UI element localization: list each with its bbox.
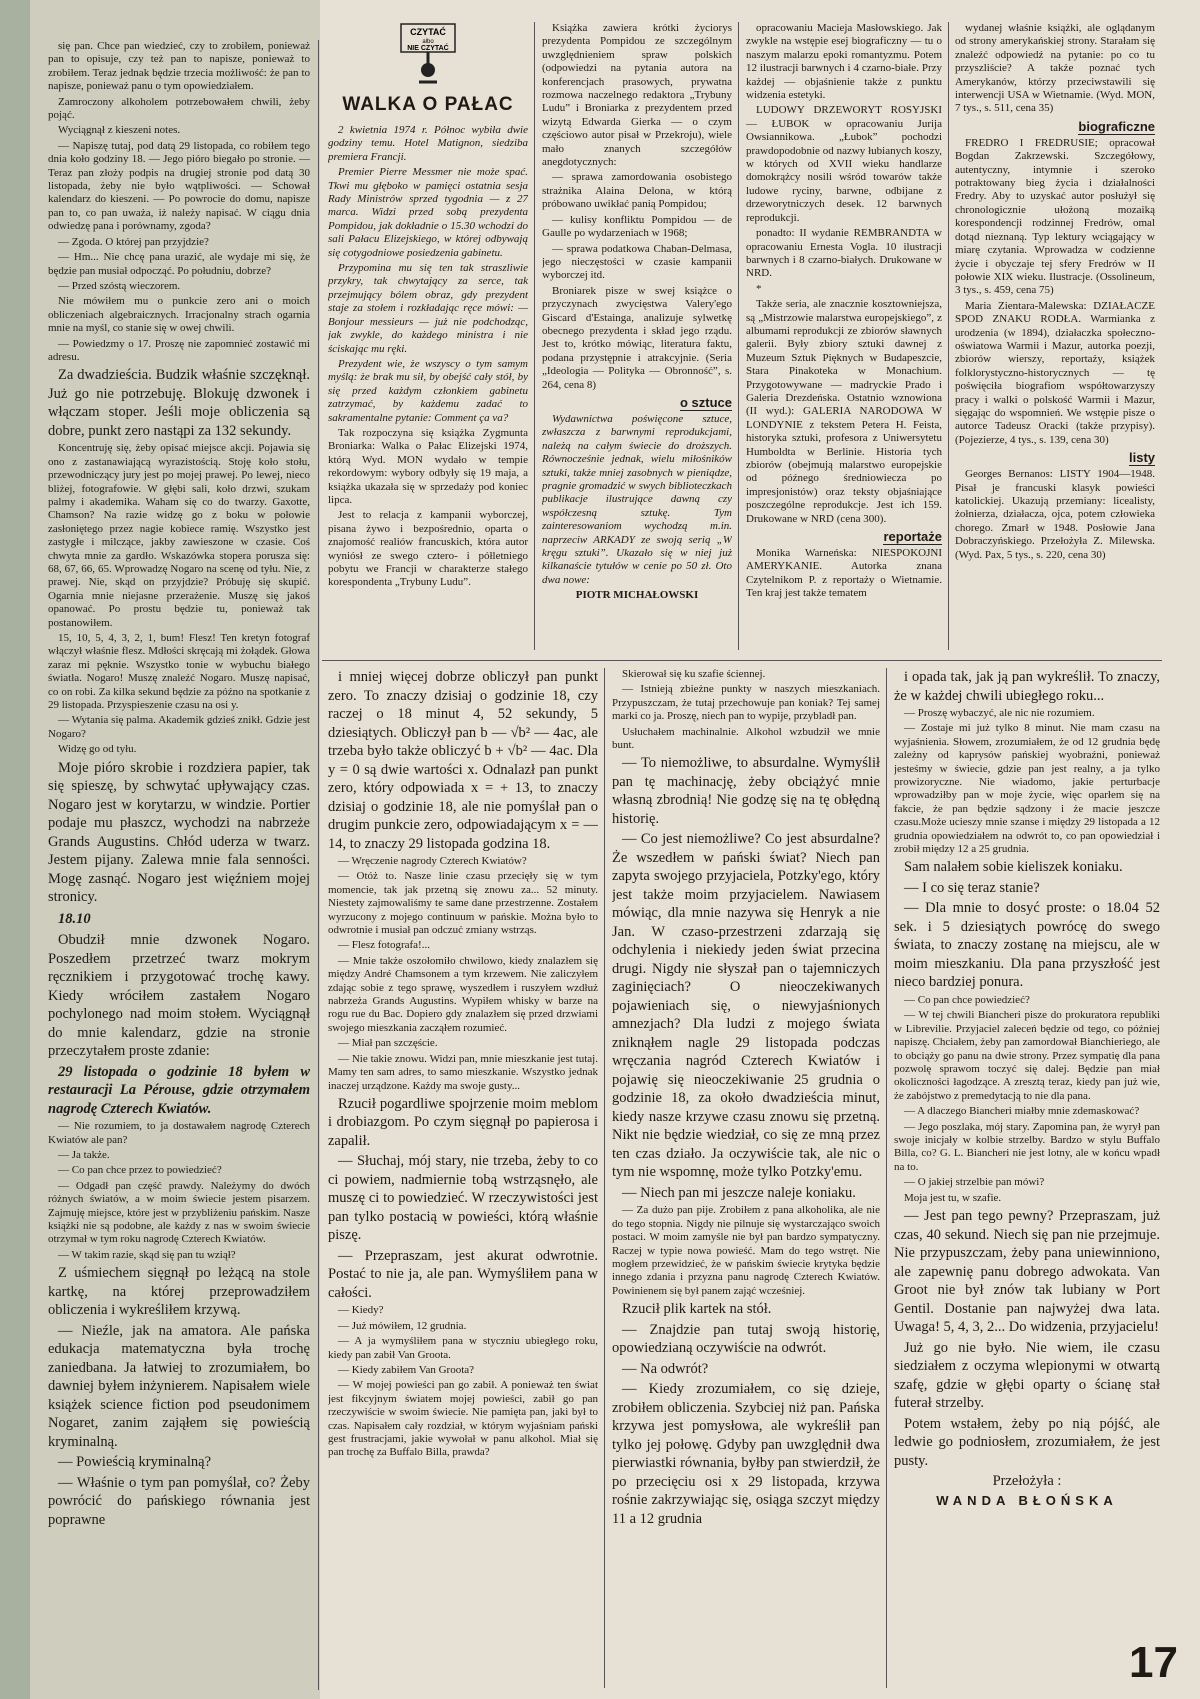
column-divider [948,22,949,650]
review-paragraph: Broniarek pisze w swej książce o przyczynach zwycięstwa Valery'ego Giscard d'Estainga, analizuje sylwetkę obecnego prezydenta i skład jego rządu. Jest to, krótko mówiąc, literatura faktu, podana przystępnie i atrakcyjnie. (Seria „Ideologia — Polityka — Obronność”, s. 264, cena 8) [542,284,732,391]
dialogue-line: Moja jest tu, w szafie. [904,1191,1002,1204]
section-divider [322,660,1162,661]
dialogue-line: — Flesz fotografa!... [338,939,430,952]
review-paragraph: ponadto: II wydanie REMBRANDTA w opracowaniu Ernesta Vogla. 10 ilustracji barwnych i 8 czarno-białych. Drukowane w NRD. [746,227,942,280]
story-column-2 [328,668,598,1688]
story-paragraph: Moje pióro skrobie i rozdziera papier, tak się spieszę, by schwytać upływający czas. Nogaro jest w korytarzu, w windzie. Portier podaje mu płaszcz, wychodzi na nabrzeże Grands Augustins. Chłód uderza w twarz. Jestem pijany. Zalewa mnie fala senności. Mogę zasnąć. Nogaro jest więźniem mojej stronicy. [48,759,310,906]
dialogue-line: Usłuchałem machinalnie. Alkohol wzbudził we mnie bunt. [612,725,880,752]
review-paragraph: Książka zawiera krótki życiorys prezydenta Pompidou ze szczególnym uwzględnieniem spraw polskich (odpowiedzi na pytania autora na konferencjach prasowych, prywatna rozmowa naczelnego redaktora „Trybuny Ludu” i Broniarka z prezydentem przed wizytą Edwarda Gierka — o czym częściowo autor pisał w Przekroju), wiele mało znanych szczegółów anegdotycznych: [542,22,732,169]
dialogue-line: — Co pan chce przez to powiedzieć? [58,1164,222,1177]
dialogue-line: — Ja także. [58,1149,110,1161]
story-paragraph: — Powiedzmy o 17. Proszę nie zapomnieć zostawić mi adresu. [48,337,310,363]
article-lead-paragraph: 2 kwietnia 1974 r. Północ wybiła dwie godziny temu. Hotel Matignon, siedziba premiera Francji. [328,124,528,163]
dialogue-line: — Odgadł pan część prawdy. Należymy do dwóch różnych światów, a w moim świecie jestem pisarzem. Zajmuję miejsce, które jest w przybliżeniu pańskim. Nasze książki nie są podobne, ale każdy z nas w swoim świecie otrzymał w tym roku nagrodę Czterech Kwiatów. [48,1179,310,1246]
story-paragraph: Zamroczony alkoholem potrzebowałem chwili, żeby pojąć. [48,95,310,122]
story-paragraph: — Znajdzie pan tutaj swoją historię, opowiedzianą oczywiście na odwrót. [612,1321,880,1357]
dialogue-line: — A dlaczego Biancheri miałby mnie zdemaskować? [904,1105,1140,1118]
story-paragraph: — Przed szóstą wieczorem. [58,279,181,292]
svg-text:NIE CZYTAĆ: NIE CZYTAĆ [407,45,449,52]
story-paragraph: — Wytania się palma. Akademik gdzieś znikł. Gdzie jest Nogaro? [48,714,310,740]
story-paragraph: — Właśnie o tym pan pomyślał, co? Żeby powrócić do pańskiego równania jest poprawne [48,1474,310,1528]
dialogue-line: — Nie rozumiem, to ja dostawałem nagrodę Czterech Kwiatów ale pan? [48,1120,310,1146]
section-label-reportage: reportaże [883,529,942,545]
story-paragraph: Widzę go od tyłu. [58,743,137,756]
review-paragraph: Maria Zientara-Malewska: DZIAŁACZE SPOD ZNAKU RODŁA. Warmianka z urodzenia (w 1894), działaczka społeczno-oświatowa Warmii i Mazur, autorka poezji, zbiorów wierszy, reportaży, książek folklorystyczno-historycznych — tę poświęciła biografiom współtowarzyszy pracy i walki o polskość Warmii i Mazur, sięgając do wspomnień. We wstępie pisze o autorce Tadeusz Oracki (także przypisy). (Pojezierze, 4 tys., s. 139, cena 30) [955,299,1155,446]
story-paragraph: Już go nie było. Nie wiem, ile czasu siedziałem z oczyma wlepionymi w otwartą szafę, gdzie w głębi oparty o ścianę stał futerał strzelby. [894,1339,1160,1412]
dialogue-line: — Już mówiłem, 12 grudnia. [338,1319,467,1332]
dialogue-line: — Wręczenie nagrody Czterech Kwiatów? [338,855,527,867]
story-paragraph: Sam nalałem sobie kieliszek koniaku. [904,859,1123,876]
story-paragraph: Obudził mnie dzwonek Nogaro. Poszedłem przetrzeć twarz mokrym ręcznikiem i przygotować trochę kawy. Kiedy wróciłem zastałem Nogaro pochylonego nad moim stołem. Wyciągnął do mnie kalendarz, gdzie na stronie przeczytałem proste zdanie: [48,932,310,1060]
column-divider [318,40,319,1690]
dialogue-line: — Istnieją zbieżne punkty w naszych mieszkaniach. Przypuszczam, że tutaj przechowuje pan koniak? Tej samej marki co ja. Proszę, niech pan to wypije, przybladł pan. [612,683,880,723]
svg-text:CZYTAĆ: CZYTAĆ [410,27,446,37]
story-paragraph: i opada tak, jak ją pan wykreślił. To znaczy, że w każdej chwili ubiegłego roku... [894,669,1160,704]
column-divider [604,668,605,1688]
story-paragraph: — Niech pan mi jeszcze naleje koniaku. [622,1184,856,1201]
story-paragraph: Rzucił pogardliwe spojrzenie moim meblom i drobiazgom. Po czym sięgnął po papierosa i zapalił. [328,1095,598,1149]
review-paragraph: FREDRO I FREDRUSIE; opracował Bogdan Zakrzewski. Szczegółowy, autentyczny, intymnie i szeroko potraktowany bieg życia i działalności Fredry. Aby to uzyskać autor posłużył się chronologicznie ułożoną mozaiką korespondencji rodzinnej Fredrów, omal dotąd nieznaną. Typ lektury wciągający w miarę czytania. Wprowadza w codzienne życie i obyczaje tej sfery Fredrów w II połowie XIX wieku. Ilustracje. (Ossolineum, 3 tys., s. 459, cena 75) [955,136,1155,297]
story-paragraph: — Napiszę tutaj, pod datą 29 listopada, co robiłem tego dnia koło godziny 18. — Jego pióro biegało po stronie. — Teraz pan złoży podpis na drugiej stronie pod datą 30 listopada, żeby nie było wątpliwości. — Schował kalendarz do kieszeni. — Po powrocie do domu, napisze pan to, co pan uważa, iż należy napisać. W ciągu dnia odwiedzę pana i porównamy, zgoda? [48,139,310,233]
story-paragraph: Potem wstałem, żeby po nią pójść, ale ledwie go podniosłem, zrozumiałem, że jest pusty. [894,1415,1160,1469]
review-column-3 [542,22,732,652]
review-paragraph: opracowaniu Macieja Masłowskiego. Jak zwykle na wstępie esej biograficzny — tu o naszym malarzu epoki romantyzmu. Potem 12 ilustracji barwnych i 4 czarno-białe. Przy każdej — objaśnienie także z punktu widzenia estetyki. [746,22,942,102]
story-paragraph: — Hm... Nie chcę pana urazić, ale wydaje mi się, że będzie pan musiał odpocząć. Po południu, dobrze? [48,251,310,277]
column-divider [738,22,739,650]
translator-label: Przełożyła : [992,1473,1062,1490]
story-paragraph: — Powieścią kryminalną? [58,1454,212,1471]
column-divider [534,22,535,650]
story-paragraph: 15, 10, 5, 4, 3, 2, 1, bum! Flesz! Ten kretyn fotograf włączył właśnie flesz. Mdłości skręcają mi żołądek. Głowa zaraz mi pęknie. Wszystko tonie w wybuchu białego światła. Nogaro! Muszę znaleźć Nogaro. Muszę napisać, co on robi. Za kilka sekund będzie za późno na spotkanie z 29 listopada. Przyspieszenie czasu na osi y. [48,632,310,712]
story-paragraph: i mniej więcej dobrze obliczył pan punkt zero. To znaczy dzisiaj o godzinie 18, czy raczej o 18 minut 4, 52 sekundy, 5 dziesiątych. Obliczył pan b — √b² — 4ac, ale trzeba było także obliczyć b + √b² — 4ac. Dla y = 0 są dwie wartości x. Odnalazł pan punkt zero, który odpowiada x = + 13, to znaczy dzisiaj o godzinie 18, ale nie pomyślał pan o drugim punkcie zero, odpowiadającym x = — 14, to znaczy 29 listopada godzina 18. [328,669,598,852]
dialogue-line: — Za dużo pan pije. Zrobiłem z pana alkoholika, ale nie do tego stopnia. Nigdy nie pilnuje się wystarczająco swoich postaci. W moim zamyśle nie był pan bardzo sympatyczny. Raczej w typie nowa powieść. Mam do tego wstręt. Nie mogłem przewidzieć, że w pańskim świecie krytyka będzie innego zdania i przyzna panu nagrodę Czterech Kwiatów. Powinienem się był panem zająć wcześniej. [612,1204,880,1297]
story-paragraph: — Nieźle, jak na amatora. Ale pańska edukacja matematyczna była trochę zaniedbana. Ja łatwiej to zrozumiałem, bo dawniej byłem inżynierem. Napisałem wiele książek science fiction pod pseudonimem Nogaret, zanim zająłem się powieścią kryminalną. [48,1322,310,1450]
review-column-4 [746,22,942,652]
left-margin-strip [0,0,30,1699]
story-paragraph: Nie mówiłem mu o punkcie zero ani o moich obliczeniach algebraicznych. Irracjonalny strach ogarnia mnie na myśl, co stanie się w owej chwili. [48,295,310,335]
review-paragraph: wydanej właśnie książki, ale oglądanym od strony amerykańskiej strony. Starałam się znaleźć odpowiedź na pytanie: po co tu przyszliście? A także poznać tych Amerykanów, którzy przeciwstawili się interwencji USA w Wietnamie. (Wyd. MON, 7 tys., s. 511, cena 35) [955,22,1155,115]
review-paragraph: — sprawa podatkowa Chaban-Delmasa, jego nieczęstości w czasie kampanii wyborczej itd. [542,242,732,282]
time-subheading: 18.10 [58,910,91,927]
review-column-5 [955,22,1155,662]
story-paragraph: — Słuchaj, mój stary, nie trzeba, żeby to co ci powiem, nadmiernie tobą wstrząsnęło, ale muszę ci to powiedzieć. W rzeczywistości jest pan tylko postacią w powieści, którą właśnie piszę. [328,1153,598,1244]
translator-name: WANDA BŁOŃSKA [936,1492,1118,1508]
dialogue-line: — O jakiej strzelbie pan mówi? [904,1176,1045,1189]
article-lead-paragraph: Premier Pierre Messmer nie może spać. Tkwi mu głęboko w pamięci ostatnia sesja Rady Ministrów sprzed tygodnia — z 27 marca. Widzi przed sobą prezydenta Pompidou, jak dokładnie o 15.30 wchodzi do sali Pałacu Elizejskiego, w której odbywają się cotygodniowe posiedzenia gabinetu. [328,166,528,259]
dialogue-line: — Otóż to. Nasze linie czasu przecięły się w tym momencie, tak jak przetną się znowu za... 52 minuty. Niestety zajmowaliśmy te same dane przestrzenne. Zostałem wyrzucony z mojego continuum w pańskie. Można było to odwrotnie i musiał pan odczuć zmiany wstrząs. [328,870,598,937]
dialogue-line: — Miał pan szczęście. [338,1037,438,1050]
story-column-3 [612,668,880,1688]
review-paragraph: — sprawa zamordowania osobistego strażnika Alaina Delona, w którą próbowano uwikłać panią Pompidou; [542,171,732,211]
story-paragraph: — Zgoda. O której pan przyjdzie? [58,235,209,248]
story-paragraph: Za dwadzieścia. Budzik właśnie szczęknął. Już go nie potrzebuję. Blokuję dzwonek i włączam stoper. Jeśli moje obliczenia są dobre, punkt zero nastąpi za 132 sekundy. [48,367,310,439]
article-paragraph: Jest to relacja z kampanii wyborczej, pisana żywo i bezpośrednio, oparta o znajomość realiów francuskich, która autor wyniósł ze swego cztero- i półletniego pobytu we Francji w charakterze stałego korespondenta „Trybuny Ludu”. [328,509,528,589]
dialogue-line: — W tej chwili Biancheri pisze do prokuratora republiki w Librevilie. Przyjaciel zaleceń będzie od tego, co później napiszę. Chciałem, żeby pan zamordował Bianchieriego, ale to obciąży go panu na dwie strony. Przez sympatię dla pana pozwolę sprawom toczyć się dalej. Będzie pan miał okoliczności łagodzące. A zresztą teraz, kiedy pan już wie, że zabójstwo z premedytacją to nie dla pana. [894,1009,1160,1102]
story-paragraph: Rzucił plik kartek na stół. [622,1301,772,1318]
story-paragraph: — Na odwrót? [622,1360,709,1377]
dialogue-line: Skierował się ku szafie ściennej. [622,668,766,680]
stamp-logo [391,22,465,88]
dialogue-line: — Co pan chce powiedzieć? [904,993,1030,1006]
dialogue-line: — Kiedy? [338,1304,384,1317]
article-lead-paragraph: Prezydent wie, że wszyscy o tym samym myślą: że brak mu sił, by obejść cały stół, by się przed każdym członkiem gabinetu zatrzymać, by każdemu zadać to sakramentalne pytanie: Comment ça va? [328,357,528,424]
story-paragraph: Koncentruję się, żeby opisać miejsce akcji. Pojawia się ono z zastanawiającą wyrazistością. Stoję koło stołu, przewodniczący jury jest po mojej prawej. Po lewej, nieco bliżej, fotografowie. W głębi sali, koło drzwi, szukam palmy i akademika. Waham się co do twarzy. Gaxotte, Chamson? Na razie widzę go z boku w połowie zasłoniętego przez nagie kobiece ramię. Wszystko jest zastygłe i milczące, jakby zawieszone w czasie. Coś chwyta mnie za gardło. Wskazówka stopera porusza się: 68, 67, 66, 65. Wprowadzę Nogaro na scenę od tyłu. Nie, z prawej. Nie, skąd on przyjdzie? Próbuję się skupić. Ogarnia mnie niejasne przerażenie. Muszę się jakoś opanować. Po prostu będzie tu, ponieważ tak postanowiłem. [48,442,310,629]
story-paragraph: — Kiedy zrozumiałem, co się dzieje, zrobiłem obliczenia. Szybciej niż pan. Pańska krzywa jest pomysłowa, ale wykreślił pan tylko jej połowę. Gdyby pan uwzględnił dwa pierwiastki równania, byłby pan stwierdził, że po przecięciu osi x 29 listopada, krzywa rośnie zakrzywiając się, osiąga szczyt między 11 a 12 grudnia [612,1381,880,1527]
story-paragraph: — I co się teraz stanie? [904,879,1040,896]
dialogue-line: — Kiedy zabiłem Van Groota? [338,1364,475,1377]
column-divider [886,668,887,1688]
review-paragraph: — kulisy konfliktu Pompidou — de Gaulle po wydarzeniach w 1968; [542,213,732,240]
dialogue-line: — Mnie także oszołomiło chwilowo, kiedy znalazłem się między André Chamsonem a tym krzewem. Nie zaliczyłem zdając sobie z tego sprawę, wyszedłem i ruszyłem wzdłuż nabrzeża Grands Augustins. Wypiłem whisky w barze na rogu rue du Bac. Dopiero gdy znalazłem się przed drzwiami swojego mieszkania zacząłem rozumieć. [328,954,598,1034]
dialogue-line: — A ja wymyśliłem pana w styczniu ubiegłego roku, kiedy pan zabił Van Groota. [328,1335,598,1361]
dialogue-line: — Nie takie znowu. Widzi pan, mnie mieszkanie jest tutaj. Mamy ten sam adres, to samo mieszkanie. Wszystko jednak inaczej urządzone. Każdy ma swoje gusty... [328,1052,598,1092]
story-paragraph: Z uśmiechem sięgnął po leżącą na stole kartkę, na której przeprowadziłem obliczenia i wykreśliłem krzywą. [48,1265,310,1319]
dialogue-line: — Jego poszlaka, mój stary. Zapomina pan, że wyrył pan swoje inicjały w kolbie strzelby. Bardzo w stylu Buffalo Billa, co? G. L. Biancheri nie jest lotny, ale w końcu wpadł na to. [894,1120,1160,1173]
story-column-4 [894,668,1160,1668]
article-paragraph: Tak rozpoczyna się książka Zygmunta Broniarka: Walka o Pałac Elizejski 1974, którą Wyd. MON wydało w tempie rekordowym: wybory odbyły się 19 maja, a książka ukazała się w sprzedaży pod koniec lipca. [328,426,528,506]
article-lead-paragraph: Przypomina mu się ten tak straszliwie przykry, tak chwytający za serce, tak przejmujący bólem obraz, gdy prezydent staje za stołem i rozkładając ręce mówi: — Bonjour messieurs — już nie podchodząc, jak zwykle, do każdego ministra i nie ściskając mu ręki. [328,262,528,355]
story-paragraph: Wyciągnął z kieszeni notes. [58,124,181,137]
story-paragraph: się pan. Chce pan wiedzieć, czy to zrobiłem, ponieważ pan to opisuje, czy też pan to napisze, ponieważ to zrobiłem. Teraz jednak będzie trzecia możliwość: że pan to napisze, ponieważ panu o tym opowiedziałem. [48,40,310,93]
author-signature: PIOTR MICHAŁOWSKI [575,589,699,602]
dialogue-line: — W mojej powieści pan go zabił. A ponieważ ten świat jest fikcyjnym światem mojej powieści, zabił go pan rzeczywiście w swoim świecie. Nie pamięta pan, jaki był to czas. Napisałem cały rozdział, w którym wyjaśniam pański gest frustracjami, jakie wywołał w panu alkohol. Miał się pan trochę za Buffalo Billa, prawda? [328,1379,598,1459]
page-number: 17 [1129,1638,1178,1687]
section-label-biographic: biograficzne [1078,118,1155,134]
review-paragraph: * [756,282,762,295]
svg-text:albo: albo [422,39,434,45]
dialogue-line: — Proszę wybaczyć, ale nic nie rozumiem. [904,707,1095,719]
review-paragraph: Georges Bernanos: LISTY 1904—1948. Pisał je francuski klasyk powieści katolickiej. Ukazują przemiany: licealisty, żołnierza, działacza, ojca, potem człowieka chorego. Zmarł w 1948. Posłowie Jana Dobraczyńskiego. Przełożyła Z. Milewska. (Wyd. Pax, 5 tys., s. 220, cena 30) [955,468,1155,561]
review-paragraph: LUDOWY DRZEWORYT ROSYJSKI — ŁUBOK w opracowaniu Jurija Owsiannikowa. „Łubok” pochodzi prawdopodobnie od nazwy łubianych koszy, w których od XVII wieku handlarze domokrążcy nosili wśród towarów także ludowe ryciny, barwne, odbijane z drzeworytniczych desek. 12 barwnych reprodukcji. [746,104,942,224]
review-paragraph: Wydawnictwa poświęcone sztuce, zwłaszcza z barwnymi reprodukcjami, należą na całym świecie do droższych. Równocześnie jednak, wielu miłośników sztuki, także mniej zasobnych w pieniądze, pragnie gromadzić w swych biblioteczkach publikacje ilustrujące dawną czy współczesną sztukę. Tym zainteresowaniom wychodzą m.in. naprzeciw ARKADY ze swoją serią „W kręgu sztuki”. Ukazało się w niej już kilkanaście tytułów w cenie po 50 zł. Oto dwa nowe: [542,412,732,586]
dialogue-line: — Zostaje mi już tylko 8 minut. Nie mam czasu na wyjaśnienia. Słowem, zrozumiałem, że od 12 grudnia będę zależny od kaprysów pańskiej wyobraźni, ponieważ jesteśmy w świecie, gdzie pan jest realny, a ja tylko prowizoryczne. Nie wiadomo, jakie perturbacje wprowadziłby pan w moje życie, więc oparłem się na fakcie, że pan będzie sądzony i że macie jeszcze czasu.Może ucieszy mnie szanse i między 29 listopada a 12 grudnia opowiedziałem na odwrót to, co pan opowiedział i zrobił między 12 a 25 grudnia. [894,722,1160,856]
story-paragraph: — Co jest niemożliwe? Co jest absurdalne? Że wszedłem w pański świat? Niech pan zapyta swojego przyjaciela, Potzky'ego, który jest także moim przyjacielem. Nawiasem mówiąc, dla mnie nazywa się Henryk a nie Jan. W czaso-przestrzeni zdarzają się odchylenia i niekiedy jeden świat przecina drugi. Nigdy nie słyszał pan o tajemniczych zaginięciach? O nieoczekiwanych pojawieniach się, o niewyjaśnionych amnezjach? Dla ludzi z mojego świata zniknąłem nagle 29 listopada podczas wręczania nagród Czterech Kwiatów i pojawię się nieoczekiwanie 25 grudnia o godzinie 18, za około dwadzieścia minut, kiedy nasze krzywe czasu znowu się przetną. Nikt nie będzie wiedział, co się ze mną przez ten czas działo. Ja oczywiście tak, ale nic o tym nie wspomnę, może tylko Potzky'emu. [612,831,880,1181]
review-column-2 [328,22,528,662]
dialogue-line: — W takim razie, skąd się pan tu wziął? [58,1248,236,1261]
story-paragraph: — Przepraszam, jest akurat odwrotnie. Postać to nie ja, ale pan. Wymyśliłem pana w całości. [328,1247,598,1301]
review-paragraph: Monika Warneńska: NIESPOKOJNI AMERYKANIE. Autorka znana Czytelnikom P. z reportaży o Wietnamie. Ten kraj jest także tematem [746,547,942,600]
review-paragraph: Także seria, ale znacznie kosztowniejsza, są „Mistrzowie malarstwa europejskiego”, z albumami reprodukcji ze zbiorów sławnych galerii. Były zbiory sztuki dawnej z Muzeum Sztuk Pięknych w Budapeszcie, Stara Pinakoteka w Monachium. Przygotowywane — madryckie Prado i Galeria Drezdeńska. Ostatnio wznowiona (II wyd.): GALERIA NARODOWA W LONDYNIE z tekstem Petera H. Feista, historyka sztuki, profesora z Uniwersytetu Humboldta w Berlinie. Historia tych zbiorów (obejmują malarstwo europejskie od późnego średniowiecza po impresjonistów) oraz teksty objaśniające poszczególne reprodukcje. Jest ich 159. Drukowane w NRD (cena 300). [746,298,942,525]
story-column-1 [48,40,310,1690]
section-label-letters: listy [1128,450,1155,466]
section-label-art: o sztuce [679,394,732,410]
story-paragraph: — Jest pan tego pewny? Przepraszam, już czas, 40 sekund. Niech się pan nie przejmuje. Nie przypuszczam, żeby pana uniewinniono, ale zapewnię panu dobrego adwokata. Van Groot nie był znów tak lubiany w Port Gentil. Dostanie pan najwyżej dwa lata. Uwaga! 5, 4, 3, 2... Do widzenia, przyjacielu! [894,1208,1160,1336]
story-paragraph: — To niemożliwe, to absurdalne. Wymyślił pan tę machinację, żeby obciążyć mnie własną zbrodnią! Nie godzę się na tę obłędną historię. [612,755,880,827]
story-paragraph: — Dla mnie to dosyć proste: o 18.04 52 sek. i 5 dziesiątych powrócę do swego świata, to znaczy zostanę na miejscu, ale w moim mieszkaniu. Dla pana przyszłość jest nieco bardziej ponura. [894,900,1160,991]
article-headline: WALKA O PAŁAC [342,94,514,115]
calendar-quote: 29 listopada o godzinie 18 byłem w restauracji La Pérouse, gdzie otrzymałem nagrodę Czterech Kwiatów. [48,1063,310,1117]
